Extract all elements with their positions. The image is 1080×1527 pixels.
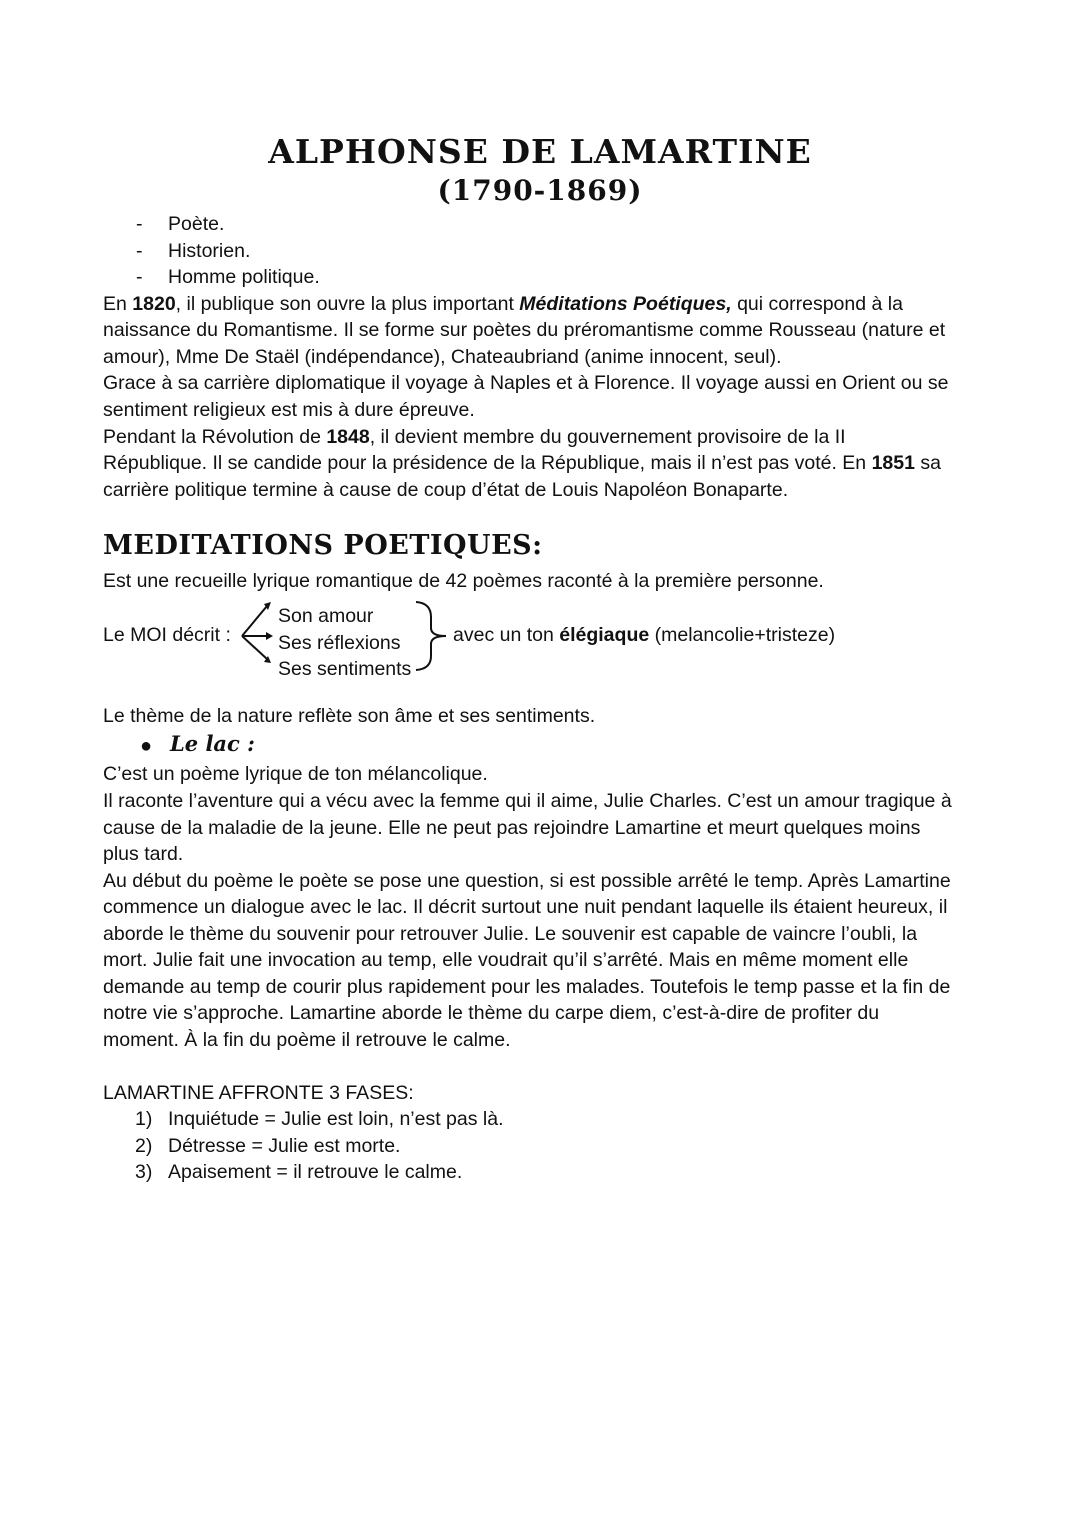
list-item: Poète. [168, 213, 225, 235]
paragraph-line: aborde le thème du souvenir pour retrouver Julie. Le souvenir est capable de vaincre l’oubli, la [103, 923, 918, 945]
paragraph-line: Le thème de la nature reflète son âme et ses sentiments. [103, 705, 596, 727]
list-number: 2) [135, 1135, 153, 1157]
page-subtitle-dates: (1790-1869) [437, 174, 643, 207]
diagram-item: Ses réflexions [278, 632, 401, 654]
subsection-heading: Le lac : [170, 731, 255, 756]
paragraph-line: naissance du Romantisme. Il se forme sur poètes du préromantisme comme Rousseau (nature et [103, 319, 946, 341]
paragraph-line: plus tard. [103, 843, 184, 865]
paragraph-line: Est une recueille lyrique romantique de 42 poèmes raconté à la première personne. [103, 570, 824, 592]
paragraph-line: En 1820, il publique son ouvre la plus important Méditations Poétiques, qui correspond à la [103, 293, 903, 315]
list-number: 1) [135, 1108, 153, 1130]
paragraph-line: demande au temp de courir plus rapidement pour les malades. Toutefois le temp passe et la fin de [103, 976, 951, 998]
paragraph-line: amour), Mme De Staël (indépendance), Chateaubriand (anime innocent, seul). [103, 346, 782, 368]
paragraph-line: mort. Julie fait une invocation au temp, elle voudrait qu’il s’arrêté. Mais en même moment elle [103, 949, 909, 971]
list-number: 3) [135, 1161, 153, 1183]
section-heading: MEDITATIONS POETIQUES: [103, 530, 543, 561]
bullet-dot: ● [140, 735, 153, 757]
paragraph-line: Au début du poème le poète se pose une question, si est possible arrêté le temp. Après Lamartine [103, 870, 951, 892]
paragraph-line: carrière politique termine à cause de coup d’état de Louis Napoléon Bonaparte. [103, 479, 789, 501]
paragraph-line: Pendant la Révolution de 1848, il devient membre du gouvernement provisoire de la II [103, 426, 846, 448]
diagram-tone: avec un ton élégiaque (melancolie+tristeze) [453, 624, 836, 646]
diagram-label: Le MOI décrit : [103, 624, 231, 646]
diagram-item: Son amour [278, 605, 374, 627]
paragraph-line: Grace à sa carrière diplomatique il voyage à Naples et à Florence. Il voyage aussi en Orient ou se [103, 372, 949, 394]
paragraph-line: C’est un poème lyrique de ton mélancolique. [103, 763, 488, 785]
list-item: Homme politique. [168, 266, 320, 288]
list-dash: - [136, 266, 143, 288]
phases-heading: LAMARTINE AFFRONTE 3 FASES: [103, 1082, 414, 1104]
page-title: ALPHONSE DE LAMARTINE [268, 132, 812, 171]
paragraph-line: sentiment religieux est mis à dure épreuve. [103, 399, 475, 421]
paragraph-line: notre vie s’approche. Lamartine aborde le thème du carpe diem, c’est-à-dire de profiter du [103, 1002, 880, 1024]
list-dash: - [136, 240, 143, 262]
paragraph-line: commence un dialogue avec le lac. Il décrit surtout une nuit pendant laquelle ils étaient heureux, il [103, 896, 948, 918]
list-item: Historien. [168, 240, 251, 262]
list-item: Apaisement = il retrouve le calme. [168, 1161, 463, 1183]
list-dash: - [136, 213, 143, 235]
paragraph-line: moment. À la fin du poème il retrouve le calme. [103, 1029, 511, 1051]
diagram-item: Ses sentiments [278, 658, 412, 680]
paragraph-line: cause de la maladie de la jeune. Elle ne peut pas rejoindre Lamartine et meurt quelques moins [103, 817, 921, 839]
list-item: Inquiétude = Julie est loin, n’est pas là. [168, 1108, 504, 1130]
paragraph-line: Il raconte l’aventure qui a vécu avec la femme qui il aime, Julie Charles. C’est un amour tragique à [103, 790, 952, 812]
paragraph-line: République. Il se candide pour la présidence de la République, mais il n’est pas voté. En 1851 sa [103, 452, 941, 474]
list-item: Détresse = Julie est morte. [168, 1135, 401, 1157]
